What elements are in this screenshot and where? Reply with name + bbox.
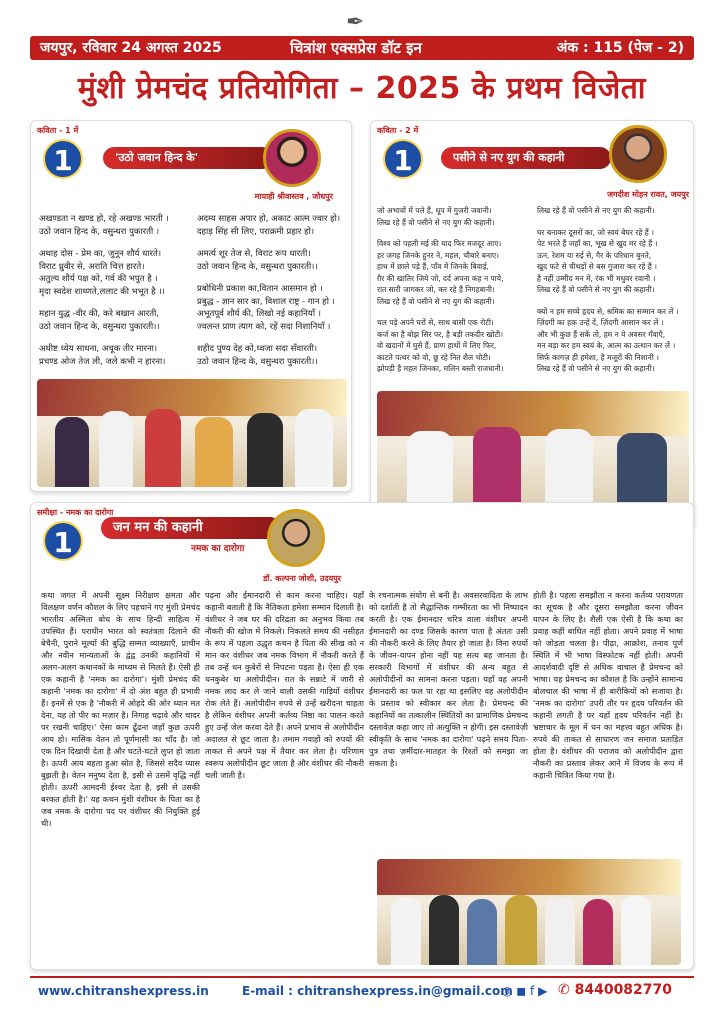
poem-line: शहीद पुण्य देह को,ध्वजा सदा सँवारती। [197, 344, 318, 354]
poem-line: विश्व को पहली मई की याद फिर मजदूर आए। [377, 239, 502, 248]
poem-column-left [377, 205, 504, 375]
poem-heading: 'उठो जवान हिन्द के' [103, 147, 273, 169]
poem-line: विराट ध्रुवीर से, अराति चित्त हारते। [39, 261, 145, 272]
poem-line: अतुल्य शौर्य पक्ष को, गर्व की भपुत है । [39, 274, 158, 284]
poem-line [197, 333, 340, 343]
poem-line [197, 273, 340, 283]
poem-line [197, 238, 340, 248]
rank-badge: 1 [383, 139, 423, 179]
poem-line [537, 217, 679, 227]
poem-line: अखण्डता न खण्ड हो, रहे अखण्ड भारती । [39, 214, 169, 224]
card-tag: समीक्षा - नमक का दारोगा [37, 508, 114, 517]
poem-line: अधीष्ट ध्येय साधना, अचूक तीर मारना। [39, 344, 158, 354]
poem-line: लिख रहे हैं वो पसीने से नए युग की कहानी। [377, 217, 495, 227]
poem-line: लिख रहे हैं वो पसीने से नए युग की कहानी। [537, 285, 655, 294]
phone-number[interactable]: ✆ 8440082770 [558, 982, 673, 998]
photo-banner [377, 391, 689, 436]
poem-line [39, 298, 169, 308]
poem-line [39, 333, 169, 343]
author-portrait [263, 129, 321, 187]
social-icons[interactable]: ◎ ◼ f ▶ [502, 984, 548, 998]
review-column-3: के रचनात्मक संयोग से बनी है। अवसरवादिता के लाभ को दर्शाती है तो सैद्धान्तिक गम्भीरता का भी निष्पादन करती है। एक ईमानदार चरित्र वाला वंशीधर अपनी ईमानदारी का दण्ड जिसके कारण पाता है अंततः उसी की नौकरी करने के लिए तैयार हो जाता है। विना रुपयों के जीवन-यापन होना नहीं यह सत्य बह जानता है। सरकारी विभागों में वंशीधर की अन्य बहुत से अलोपीदीनों का सामना करना पड़ता। यहाँ वह अपनी ईमानदारी का फल पा रहा था इसलिए वह अलोपीदीन के प्रस्ताव को स्वीकार कर लेता है। प्रेमचन्द की कहानियों का तत्कालीन स्थितियों का प्रामाणिक प्रेमचन्द दस्तावेज़ कहा जाए तो अत्युक्ति न होगी। इस दस्तावेज़ी स्वीकृति के साथ 'नमक का दारोगा' पढ़ने समय पिता-पुत्र तथा ज़मींदार-मातहत के रिश्तों को समझा जा सकता है। [369, 590, 528, 768]
brand-name: चित्रांश एक्सप्रेस डॉट इन [290, 39, 422, 57]
poem-line: कर्ज का है बोझ सिर पर, है बड़ी तकदीर खोटी। [377, 329, 504, 339]
review-column-2: पढ़ना और ईमानदारी से काम करना चाहिए। यहाँ कहानी बताती है कि नैतिकता हमेशा सम्मान दिलाती है। वंशीधर ने जब घर की दरिद्रता का अनुभव किया तब नौकरी की खोज में निकले। निकलते समय की नसीहत के रूप में पहला उद्धृत कथन है पिता की सीख को न मान कर वंशीधर जब नमक विभाग में नौकरी करते हैं तब उन्हें धन कुबेरों से निपटना पड़ता है। ऐसा ही एक धनकुबेर था अलोपीदीन। रात के सन्नाटे में जारी से नमक लाद कर ले जाने वाली उसकी गाड़ियों वंशीधर रोक लेते हैं। अलोपीदीन रुपये से उन्हें खरीदना चाहता है लेकिन वंशीधर अपनी कर्तव्य निष्ठा का पालन करते हुए उन्हें जेल करवा देते हैं। अपने प्रभाव से अलोपीदीन अदालत से छूट जाता है। तमाम गवाहों को रुपयों की ताकत से अपने पक्ष में तैयार कर लेता है। परिणाम स्वरूप अलोपीदीन छूट जाता है और वंशीधर की नौकरी चली जाती है। [205, 590, 364, 780]
award-photo [37, 379, 347, 487]
author-portrait [267, 509, 325, 567]
rank-badge: 1 [43, 139, 83, 179]
poem-line: चल पड़े अपने घरों से, साथ बासी एक रोटी। [377, 318, 494, 327]
email-link[interactable]: E-mail : chitranshexpress.in@gmail.com [242, 984, 513, 998]
poem-line: है नहीं उम्मीद मन में, रंक भी मधुवर रवानी । [537, 273, 656, 283]
masthead [0, 0, 724, 60]
poem-column-left [39, 213, 169, 368]
review-heading: जन मन की कहानी [101, 517, 281, 539]
poem-line: अमर्त्य शूर तेज से, विराट रूप धारती। [197, 249, 311, 259]
quill-pen-icon: ✒ [346, 10, 365, 35]
poem-line: प्रचण्ड ओज तेज ली, जले कभी न हारना। [39, 356, 166, 367]
footer [30, 976, 694, 1000]
poem-line [39, 238, 169, 248]
poem-line: ज्वलन्त प्राण त्याग को, रहें सदा निशानियाँ । [197, 321, 331, 332]
poem-line: उठो जवान हिन्द के, वसुन्धरा पुकारती।। [197, 261, 318, 272]
poem-line: पेट भरते हैं जहाँ का, भूख से खुद मर रहे हैं । [537, 239, 658, 248]
issue-date: जयपुर, रविवार 24 अगस्त 2025 [40, 40, 222, 56]
poem-line: अभूतपूर्व शौर्य की, लिखो नई कहानियाँ । [197, 309, 321, 319]
poem-line: हर जगह जिनके हुनर ने, महल, चौबारे बनाए। [377, 250, 500, 260]
poem-line: ज़िंदगी का हक़ उन्हें दें, ज़िंदगी आसान कर लें । [537, 318, 664, 327]
poem-line: लिख रहे हैं वो पसीने से नए युग की कहानी। [537, 206, 655, 215]
poem-line: लिख रहे हैं वो पसीने से नए युग की कहानी। [377, 296, 495, 306]
issue-number: अंक : 115 (पेज - 2) [556, 40, 684, 56]
poem-line [377, 228, 504, 238]
author-name: जगदीश मोहन रावत, जयपुर [607, 190, 689, 199]
poem-line: लिख रहे हैं वो पसीने से नए युग की कहानी। [537, 364, 655, 373]
poem-line: सिर्फ़ कागज़ ही हमेशा, है मजूरों की निशानी । [537, 352, 660, 362]
poem-line: प्रबुद्ध - ज्ञान सार का, विशाल राष्ट्र - गान हो । [197, 296, 335, 307]
author-name: मायाही श्रीवास्तव , जोधपुर [254, 192, 333, 201]
photo-banner [377, 859, 681, 895]
poem-line: उठो जवान हिन्द के, वसुन्धरा पुकारती।। [39, 321, 160, 332]
poem-line: उठो जवान हिन्द के, वसुन्धरा पुकारती । [39, 226, 160, 237]
poem-line: प्रबोधिनी प्रकाश का,वितान आसमान हो । [197, 284, 323, 294]
poem-line: अदम्य साहस अपार हो, अकाट आत्म ज्वार हो। [197, 214, 341, 224]
poem-line [537, 296, 679, 306]
poem-line: अथाह दोस - प्रेम का, जुनून शौर्य धारते। [39, 249, 162, 259]
poem-line: जो अभावों में पले हैं, धूप में गुजरी जवानी। [377, 206, 492, 215]
poem-line: हाथ में छाले पड़े हैं, पाँव में जिनके बिवाई, [377, 262, 489, 271]
card-tag: कविता - 1 में [37, 126, 79, 135]
poem-line: वो खदानों में घुसे हैं, प्राण हाथों में लिए फिर, [377, 341, 497, 350]
poem-line: क्यों न हम सच्चे हृदय से, श्रमिक का सम्मान कर लें । [537, 306, 679, 316]
poem-line: महान युद्ध -वीर की, करे बखान आरती, [39, 309, 159, 319]
card-tag: कविता - 2 में [377, 126, 419, 135]
poem-line: खुद फटे से चीथड़ों से बस गुजारा कर रहे हैं । [537, 262, 657, 271]
review-subheading: नमक का दारोगा [191, 544, 245, 554]
poem-line: घर बनाकर दूसरों का, जो स्वयं बेघर रहे हैं । [537, 227, 654, 237]
poem-card-1 [30, 120, 352, 492]
poem-line: मृदा स्वदेश शाथ्णते,ललाट की भभूत है ।। [39, 286, 165, 297]
author-name: डॉ. कल्पना जोशी, उदयपुर [263, 574, 342, 583]
poem-column-right [537, 205, 679, 375]
poem-line: ग़ैर की खातिर जिये जो, दर्द अपना कह न पाये, [377, 273, 504, 283]
poem-column-right [197, 213, 340, 368]
poem-line: झोपड़ी है महल जिनका, मलिन बस्ती राजधानी। [377, 364, 504, 373]
review-column-4: होती है। पहला समझौता न करना कर्तव्य परायणता का सूचक है और दूसरा समझौता करना जीवन यापन के लिए है। शैली एक ऐसी है कि कथा का प्रवाह कहीं बाधित नहीं होता। अपने प्रवाह में भाषा को जोड़ता चलता है। पीढ़ा, आक्रोश, तनाव पूर्ण स्थिति में भी भाषा विस्फोटक नहीं होती। अपनी आदर्शवादी दृष्टि से अधिक वाचाल है प्रेमचन्द को भाषा। यह प्रेमचन्द का कौशल है कि उन्होंने सामान्य बोलचाल की भाषा में ही बारीकियों को सजाया है। 'नमक का दारोगा' उपरी तौर पर हृदय परिवर्तन की कहानी लगती है पर यहाँ हृदय परिवर्तन नहीं है। भ्रष्टाचार के मूल में धन का महत्त्व बहुत अधिक है। रुपये की ताकत से साधारण जन समाज प्रताड़ित होता है। वंशीधर की पराजय को अलोपीदीन द्वारा नौकरी का प्रस्ताव लेकर आने में विजय के रूप में कहानी चित्रित किया गया है। [533, 590, 683, 780]
author-portrait [609, 125, 667, 183]
poem-line: ऊन, रेशम या रुई से, गैर के परिधान बुनते, [537, 250, 652, 260]
award-photo [377, 859, 681, 965]
review-column-1: कथा जगत में अपनी सूक्ष्म निरीक्षण क्षमता और विलक्षण वर्णन कौशल के लिए पहचाने गए मुंशी प्रेमचंद भारतीय अस्मिता बोध के साथ हिन्दी साहित्य में उपस्थित हैं। पराधीन भारत को स्वतंत्रता दिलाने की बेचैनी, पुराने मूल्यों की बुद्धि सम्मत व्याख्याएँ, प्राचीन और नवीन मान्यताओं के द्वंद्व उनकी कहानियों में अलग-अलग कथानकों के माध्यम से मिलते हैं। ऐसी ही एक कहानी है 'नमक का दारोगा'। मुंशी प्रेमचंद की कहानी 'नमक का दारोगा' में दो अंश बहुत ही प्रभावी हैं। इनमें से एक है 'नौकरी में ओहदे की ओर ध्यान मत देना, यह तो पीर का मज़ार है। निगाह चढ़ावे और चादर पर रखनी चाहिए।' ऐसा काम ढूँढना जहाँ कुछ ऊपरी आय हो। मासिक वेतन तो पूर्णमासी का चाँद है। जो एक दिन दिखायी देता है और घटते-घटते लुप्त हो जाता है। ऊपरी आय बहता हुआ स्रोत है, जिससे सदैव प्यास बुझती है। वेतन मनुष्य देता है, इसी से उसमें वृद्धि नहीं होती। ऊपरी आमदनी ईश्वर देता है, इसी से उसकी बरकत होती है।' यह कथन मुंशी वंशीधर के पिता का है जब नमक के दारोगा पद पर वंशीधर की नियुक्ति हुई थी। [41, 590, 200, 828]
poem-card-2 [370, 120, 694, 528]
poem-line: मन बड़ा कर हम स्वयं के, आत्म का उत्थान कर लें । [537, 341, 676, 350]
poem-line: काटते पत्थर को वो, छू रहे नित शैल चोटी। [377, 352, 491, 362]
poem-line: दहाड़ सिंह सी लिए, पराक्रमी प्रहार हो। [197, 226, 315, 237]
rank-badge: 1 [43, 521, 83, 561]
poem-line: रात सारी जागकर जो, कर रहे हैं निगहबानी। [377, 285, 495, 294]
poem-line: और भी कुछ हैं सकें तो, हम न ये अवसर गँवाएँ, [537, 329, 666, 339]
poem-heading: पसीने से नए युग की कहानी [441, 147, 611, 169]
page-title: मुंशी प्रेमचंद प्रतियोगिता – 2025 के प्रथम विजेता [77, 71, 647, 106]
poem-line: उठो जवान हिन्द के, वसुन्धरा पुकारती।। [197, 356, 318, 367]
website-link[interactable]: www.chitranshexpress.in [38, 984, 209, 998]
review-card [30, 502, 694, 970]
poem-line [377, 307, 504, 317]
